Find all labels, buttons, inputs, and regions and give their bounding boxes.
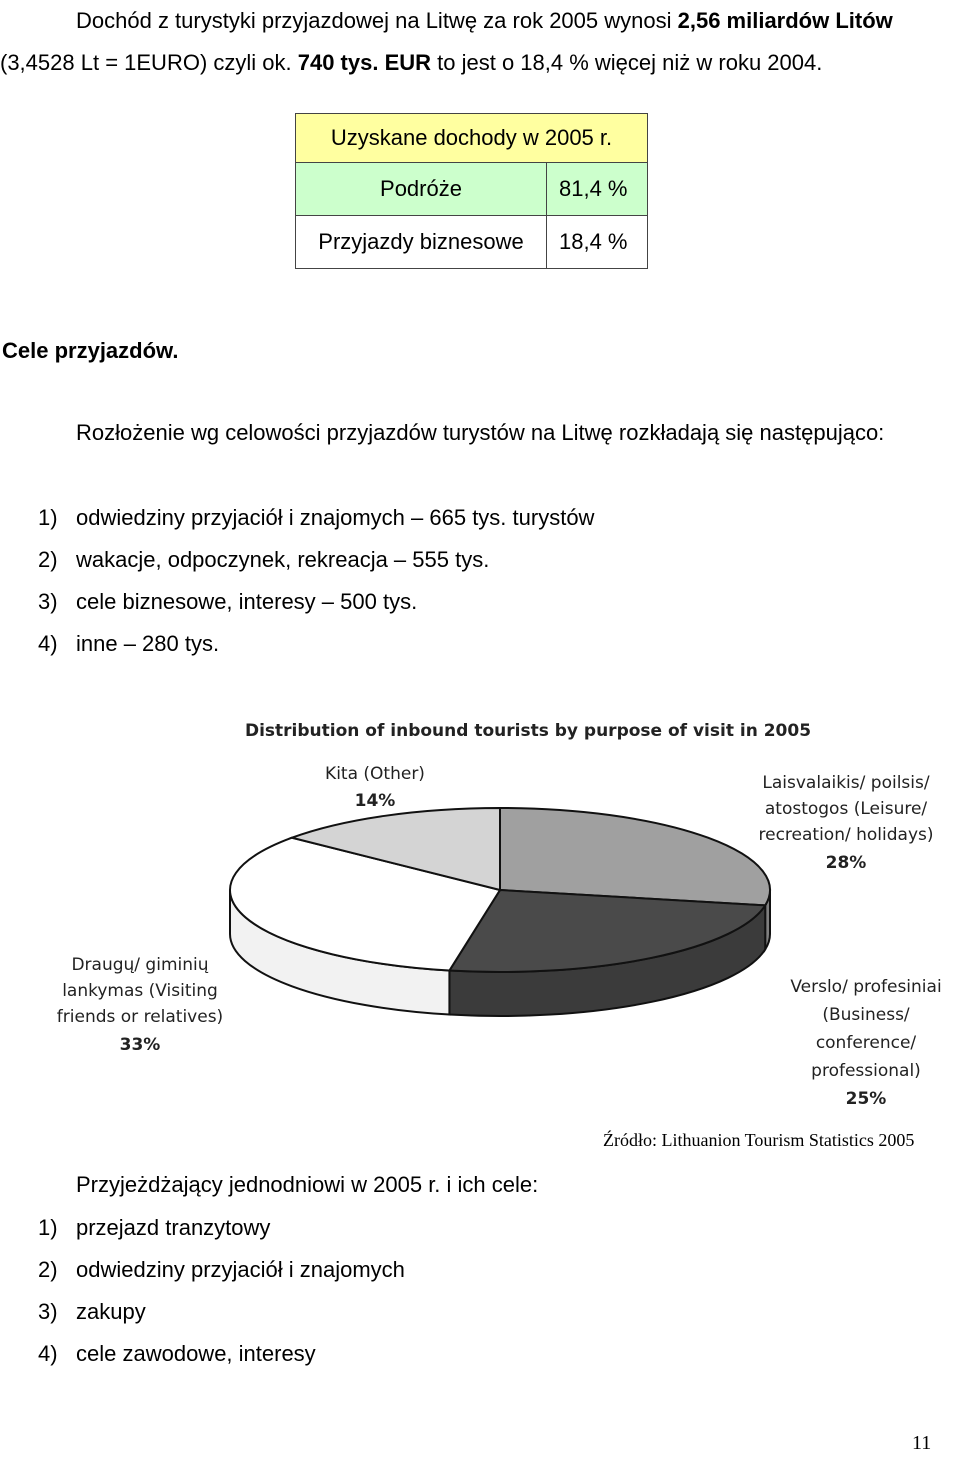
intro-text-2: (3,4528 Lt = 1EURO) czyli ok. xyxy=(0,50,298,75)
slice-label-business-1: (Business/ xyxy=(822,1005,910,1025)
income-row-value: 18,4 % xyxy=(547,216,648,269)
slice-label-leisure-2: recreation/ holidays) xyxy=(758,825,934,845)
intro-paragraph xyxy=(0,0,940,84)
list-item xyxy=(38,623,594,665)
slice-label-other-0: Kita (Other) xyxy=(325,764,425,784)
table-row xyxy=(296,163,648,216)
purpose-paragraph xyxy=(0,412,940,454)
slice-label-leisure-0: Laisvalaikis/ poilsis/ xyxy=(762,773,930,793)
pie-top xyxy=(230,808,770,972)
purpose-list xyxy=(38,497,594,665)
list-text: przejazd tranzytowy xyxy=(76,1215,271,1240)
intro-text-3: to jest o 18,4 % więcej niż w roku 2004. xyxy=(431,50,823,75)
list-text: wakacje, odpoczynek, rekreacja – 555 tys. xyxy=(76,547,490,572)
one-day-heading: Przyjeżdżający jednodniowi w 2005 r. i ich cele: xyxy=(76,1172,539,1197)
list-number: 3) xyxy=(38,1299,58,1324)
list-text: cele biznesowe, interesy – 500 tys. xyxy=(76,589,418,614)
list-item xyxy=(38,1291,405,1333)
pie-chart xyxy=(0,700,960,1120)
list-text: odwiedziny przyjaciół i znajomych xyxy=(76,1257,405,1282)
one-day-list xyxy=(38,1207,405,1375)
section-heading: Cele przyjazdów. xyxy=(2,338,179,363)
slice-pct-friends: 33% xyxy=(119,1035,161,1055)
list-number: 2) xyxy=(38,1257,58,1282)
list-item xyxy=(38,539,594,581)
list-number: 1) xyxy=(38,505,58,530)
list-item xyxy=(38,581,594,623)
income-table-title: Uzyskane dochody w 2005 r. xyxy=(296,114,648,163)
slice-pct-other: 14% xyxy=(354,791,396,811)
chart-title: Distribution of inbound tourists by purpose of visit in 2005 xyxy=(244,721,812,741)
page-number: 11 xyxy=(912,1432,932,1454)
list-text: inne – 280 tys. xyxy=(76,631,220,656)
list-item xyxy=(38,1333,405,1375)
slice-label-business-3: professional) xyxy=(811,1061,921,1081)
slice-label-leisure-1: atostogos (Leisure/ xyxy=(764,799,928,819)
income-table xyxy=(295,113,648,269)
list-item xyxy=(38,497,594,539)
list-number: 4) xyxy=(38,1341,58,1366)
list-number: 3) xyxy=(38,589,58,614)
list-item xyxy=(38,1249,405,1291)
source-note: Źródło: Lithuanion Tourism Statistics 2005 xyxy=(603,1130,915,1150)
list-text: odwiedziny przyjaciół i znajomych – 665 tys. turystów xyxy=(76,505,595,530)
intro-bold-2: 740 tys. EUR xyxy=(297,50,432,75)
table-row xyxy=(296,216,648,269)
income-row-value: 81,4 % xyxy=(547,163,648,216)
slice-label-business-0: Verslo/ profesiniai xyxy=(790,977,942,997)
list-item xyxy=(38,1207,405,1249)
intro-text-1: Dochód z turystyki przyjazdowej na Litwę za rok 2005 wynosi xyxy=(76,8,678,33)
intro-bold-1: 2,56 miliardów Litów xyxy=(677,8,893,33)
purpose-paragraph-text: Rozłożenie wg celowości przyjazdów turystów na Litwę rozkładają się następująco: xyxy=(76,420,885,445)
slice-label-business-2: conference/ xyxy=(815,1033,917,1053)
income-row-label: Podróże xyxy=(296,163,547,216)
list-text: zakupy xyxy=(76,1299,146,1324)
slice-label-friends-0: Draugų/ giminių xyxy=(71,955,209,975)
income-row-label: Przyjazdy biznesowe xyxy=(296,216,547,269)
slice-label-friends-1: lankymas (Visiting xyxy=(62,981,218,1001)
list-text: cele zawodowe, interesy xyxy=(76,1341,316,1366)
list-number: 4) xyxy=(38,631,58,656)
slice-pct-leisure: 28% xyxy=(825,853,867,873)
slice-pct-business: 25% xyxy=(845,1089,887,1109)
pie-slice-leisure xyxy=(500,808,770,905)
list-number: 1) xyxy=(38,1215,58,1240)
list-number: 2) xyxy=(38,547,58,572)
slice-label-friends-2: friends or relatives) xyxy=(56,1007,224,1027)
